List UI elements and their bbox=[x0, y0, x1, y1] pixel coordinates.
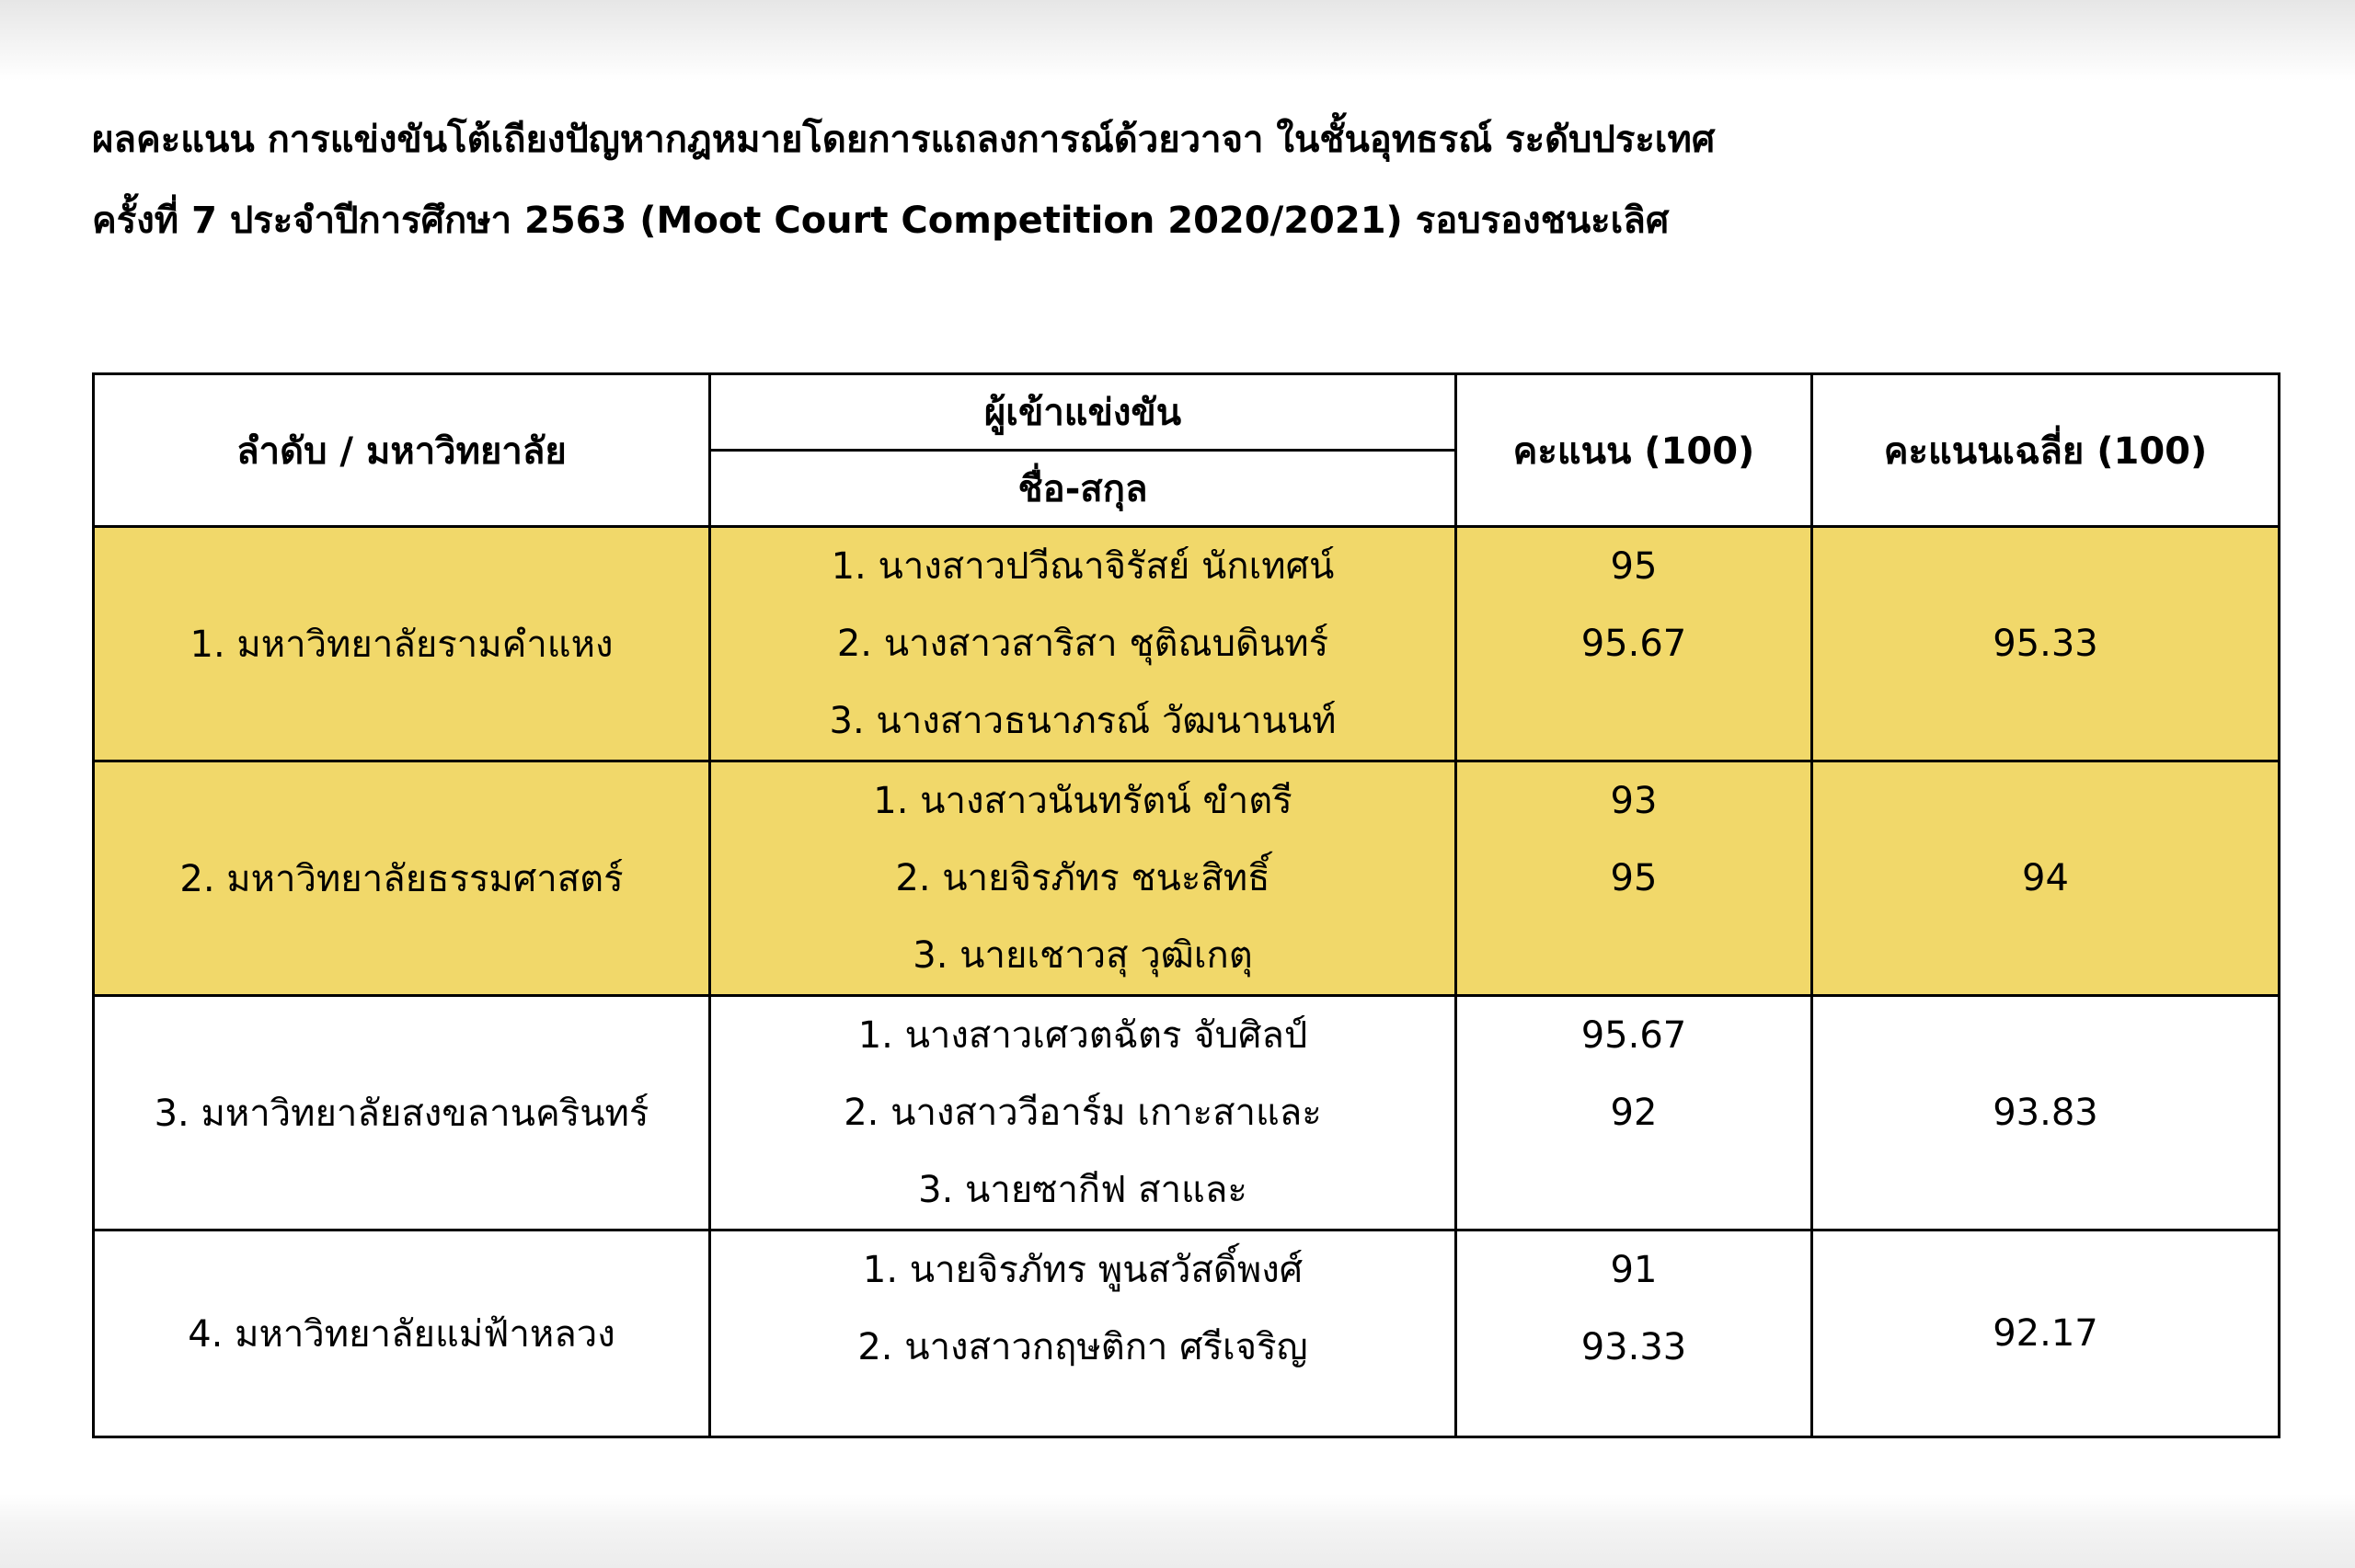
members-cell bbox=[710, 996, 1456, 1230]
university-cell: 4. มหาวิทยาลัยแม่ฟ้าหลวง bbox=[94, 1230, 710, 1437]
member-name: 1. นางสาวปวีณาจิรัสย์ นักเทศน์ bbox=[831, 545, 1335, 588]
member-name: 3. นายซากีฟ สาและ bbox=[918, 1169, 1247, 1211]
table-row bbox=[94, 761, 2280, 996]
scores-cell bbox=[1456, 1230, 1812, 1437]
average-cell: 92.17 bbox=[1812, 1230, 2280, 1437]
member-score: 95 bbox=[1610, 545, 1658, 588]
header-rank-university: ลำดับ / มหาวิทยาลัย bbox=[94, 374, 710, 527]
member-score: 92 bbox=[1610, 1092, 1658, 1134]
document-heading bbox=[92, 99, 2281, 261]
table-row bbox=[94, 527, 2280, 761]
member-name: 2. นางสาวกฤษติกา ศรีเจริญ bbox=[857, 1326, 1308, 1368]
university-cell: 3. มหาวิทยาลัยสงขลานครินทร์ bbox=[94, 996, 710, 1230]
member-name: 3. นางสาวธนาภรณ์ วัฒนานนท์ bbox=[829, 700, 1337, 742]
scores-cell bbox=[1456, 527, 1812, 761]
results-table bbox=[92, 372, 2280, 1438]
member-score bbox=[1457, 682, 1810, 760]
university-cell: 2. มหาวิทยาลัยธรรมศาสตร์ bbox=[94, 761, 710, 996]
header-full-name: ชื่อ-สกุล bbox=[710, 451, 1456, 527]
heading-line-1: ผลคะแนน การแข่งขันโต้เถียงปัญหากฎหมายโดยการแถลงการณ์ด้วยวาจา ในชั้นอุทธรณ์ ระดับประเทศ bbox=[92, 119, 1716, 161]
scores-cell bbox=[1456, 996, 1812, 1230]
table-row bbox=[94, 1230, 2280, 1437]
table-row bbox=[94, 996, 2280, 1230]
member-name: 1. นางสาวเศวตฉัตร จับศิลป์ bbox=[857, 1014, 1308, 1057]
scores-cell bbox=[1456, 761, 1812, 996]
member-score bbox=[1457, 1151, 1810, 1229]
header-average-score: คะแนนเฉลี่ย (100) bbox=[1812, 374, 2280, 527]
average-cell: 94 bbox=[1812, 761, 2280, 996]
member-score: 95 bbox=[1610, 857, 1658, 899]
member-score: 91 bbox=[1610, 1249, 1658, 1291]
member-score: 95.67 bbox=[1580, 1014, 1687, 1057]
member-name: 3. นายเชาวสุ วุฒิเกตุ bbox=[913, 934, 1253, 977]
member-score: 95.67 bbox=[1580, 623, 1687, 665]
bottom-shadow-band bbox=[0, 1494, 2355, 1568]
member-name: 2. นายจิรภัทร ชนะสิทธิ์ bbox=[895, 857, 1270, 899]
member-score: 93.33 bbox=[1580, 1326, 1687, 1368]
members-cell bbox=[710, 1230, 1456, 1437]
average-cell: 95.33 bbox=[1812, 527, 2280, 761]
members-cell bbox=[710, 527, 1456, 761]
member-score bbox=[1457, 917, 1810, 994]
members-cell bbox=[710, 761, 1456, 996]
header-score: คะแนน (100) bbox=[1456, 374, 1812, 527]
member-score: 93 bbox=[1610, 780, 1658, 822]
heading-line-2: ครั้งที่ 7 ประจำปีการศึกษา 2563 (Moot Court Competition 2020/2021) รอบรองชนะเลิศ bbox=[92, 200, 1670, 242]
header-competitors: ผู้เข้าแข่งขัน bbox=[710, 374, 1456, 451]
member-name: 2. นางสาวสาริสา ชุติณบดินทร์ bbox=[836, 623, 1329, 665]
university-cell: 1. มหาวิทยาลัยรามคำแหง bbox=[94, 527, 710, 761]
member-name: 1. นายจิรภัทร พูนสวัสดิ์พงศ์ bbox=[862, 1249, 1304, 1291]
top-shadow-band bbox=[0, 0, 2355, 81]
member-name: 1. นางสาวนันทรัตน์ ขำตรี bbox=[873, 780, 1292, 822]
average-cell: 93.83 bbox=[1812, 996, 2280, 1230]
member-name: 2. นางสาววีอาร์ม เกาะสาและ bbox=[844, 1092, 1322, 1134]
